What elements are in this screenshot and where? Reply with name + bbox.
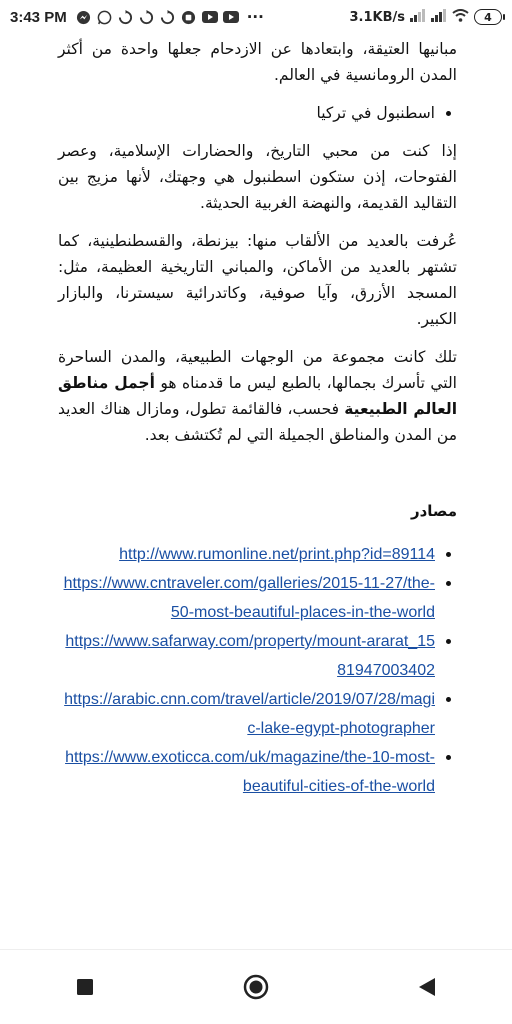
sync-icon (159, 8, 177, 26)
back-triangle-icon (418, 977, 436, 997)
source-item (58, 743, 435, 801)
paragraph-intro-tail: مبانيها العتيقة، وابتعادها عن الازدحام جعلها واحدة من أكثر المدن الرومانسية في العالم. (58, 40, 457, 84)
source-link-2[interactable]: • https://www.cntraveler.com/galleries/2015-11-27/the-50-most-beautiful-places-in-the-world (63, 575, 435, 621)
messenger-icon (75, 8, 93, 26)
source-link-4[interactable]: • https://arabic.cnn.com/travel/article/2019/07/28/magic-lake-egypt-photographer (64, 691, 435, 737)
source-item (58, 540, 435, 569)
battery-level: 4 (484, 10, 492, 24)
conclusion-bold: أجمل مناطق العالم الطبيعية (58, 374, 458, 418)
source-item (58, 685, 435, 743)
status-right (350, 9, 503, 26)
source-link-3[interactable]: • https://www.safarway.com/property/mount-ararat_1581947003402 (65, 633, 435, 679)
sources-title: مصادر (410, 502, 457, 520)
source-link-5[interactable]: • https://www.exoticca.com/uk/magazine/the-10-most-beautiful-cities-of-the-world (65, 749, 435, 795)
youtube-icon (201, 8, 219, 26)
home-circle-icon (243, 974, 269, 1000)
back-button[interactable] (407, 967, 447, 1007)
battery-icon (474, 9, 502, 25)
recents-square-icon (76, 978, 94, 996)
conclusion-part2: فحسب، فالقائمة تطول، ومازال هناك العديد من المدن والمناطق الجميلة التي لم تُكتشف بعد. (58, 400, 457, 444)
signal-icon (410, 9, 426, 26)
overflow-dots: ··· (246, 8, 264, 26)
recents-button[interactable] (65, 967, 105, 1007)
bullet-istanbul: • اسطنبول في تركيا (58, 100, 435, 126)
whatsapp-icon (96, 8, 114, 26)
source-item (58, 569, 435, 627)
sources-list (58, 540, 457, 801)
status-time: 3:43 PM (10, 8, 67, 26)
sync-icon (138, 8, 156, 26)
home-button[interactable] (236, 967, 276, 1007)
source-link-1[interactable]: • http://www.rumonline.net/print.php?id=89114 (119, 546, 435, 563)
source-item (58, 627, 435, 685)
wifi-icon (452, 9, 469, 26)
paragraph-istanbul-1: إذا كنت من محبي التاريخ، والحضارات الإسلامية، وعصر الفتوحات، إذن ستكون اسطنبول هي وجهتك، لأنها مزيج بين التقاليد القديمة، والنهضة الغربية الحديثة. (58, 142, 457, 212)
paragraph-istanbul-2: عُرفت بالعديد من الألقاب منها: بيزنطة، والقسطنطينية، كما تشتهر بالعديد من الأماكن، والمباني التاريخية العظيمة، مثل: المسجد الأزرق، وآيا صوفية، وكاتدرائية سيسترنا، والبازار الكبير. (58, 232, 457, 328)
status-bar (0, 0, 512, 34)
article-content[interactable] (0, 36, 512, 950)
paragraph-conclusion (58, 344, 457, 448)
network-speed: 3.1KB/s (349, 9, 405, 25)
app-icon (180, 8, 198, 26)
bullet-list-istanbul (58, 100, 457, 126)
youtube-icon (222, 8, 240, 26)
navigation-bar (0, 949, 512, 1024)
sync-icon (117, 8, 135, 26)
signal-icon (431, 9, 447, 26)
article-body (0, 36, 512, 801)
conclusion-part1: تلك كانت مجموعة من الوجهات الطبيعية، والمدن الساحرة التي تأسرك بجمالها، بالطبع ليس ما قدمناه هو (58, 348, 457, 392)
